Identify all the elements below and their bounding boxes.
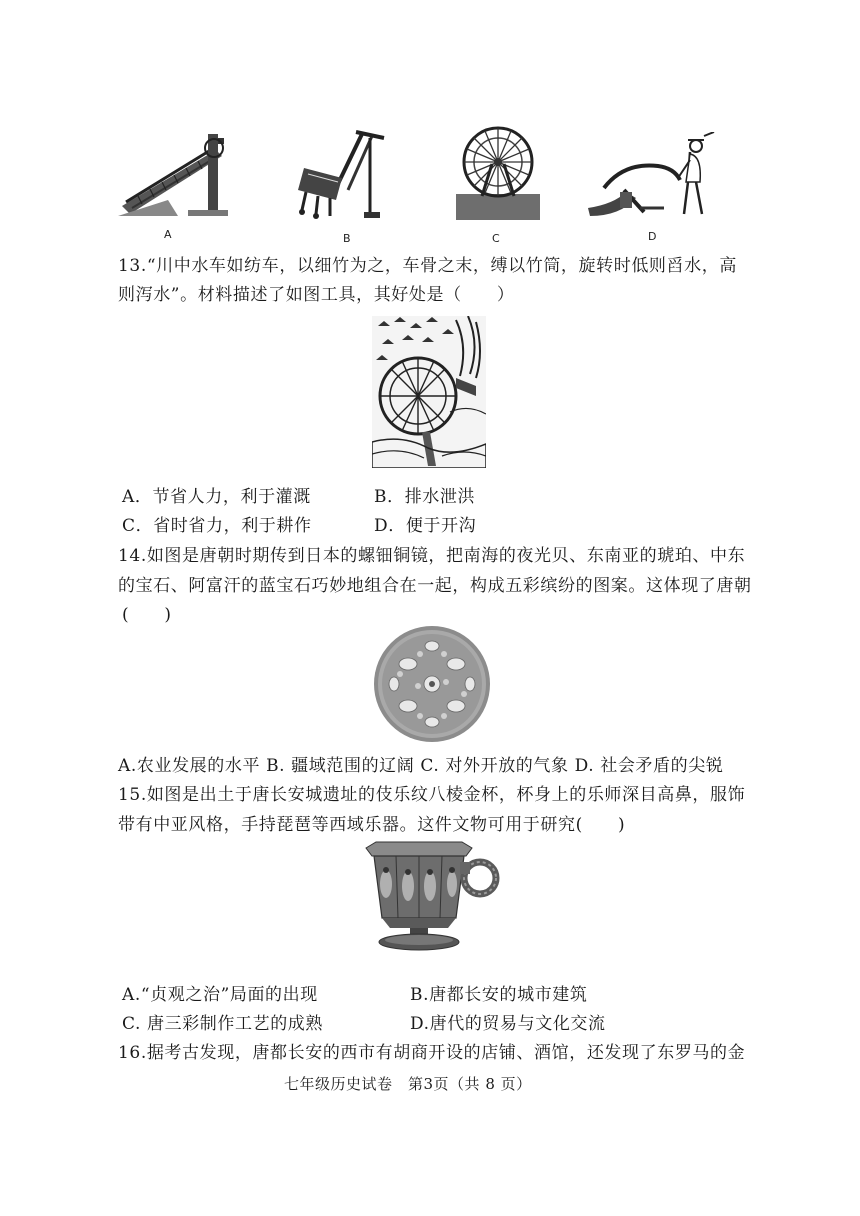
q13-option-b: B．排水泄洪	[374, 487, 476, 507]
q15-option-c: C. 唐三彩制作工艺的成熟	[122, 1014, 324, 1034]
image-d-caption: D	[648, 230, 657, 243]
image-c-caption: C	[492, 232, 500, 245]
q14-stem-line2: 的宝石、阿富汗的蓝宝石巧妙地组合在一起，构成五彩缤纷的图案。这体现了唐朝	[118, 576, 752, 596]
image-b-caption: B	[343, 232, 351, 245]
q14-options: A.农业发展的水平 B. 疆域范围的辽阔 C. 对外开放的气象 D. 社会矛盾的尖锐	[118, 756, 724, 776]
q13-option-c: C．省时省力，利于耕作	[122, 516, 312, 536]
q13-option-d: D．便于开沟	[374, 516, 477, 536]
image-a-caption: A	[164, 228, 172, 241]
page-footer: 七年级历史试卷 第3页（共 8 页）	[284, 1075, 532, 1093]
q13-option-a: A．节省人力，利于灌溉	[122, 487, 311, 507]
image-b-water-lift	[292, 128, 392, 220]
image-d-curved-plough	[584, 132, 722, 218]
q14-stem-line3: ( )	[122, 605, 172, 625]
q15-option-a: A.“贞观之治”局面的出现	[122, 985, 318, 1005]
q13-water-wheel-woodcut	[372, 316, 486, 468]
q14-stem-line1: 14.如图是唐朝时期传到日本的螺钿铜镜，把南海的夜光贝、东南亚的琥珀、中东	[118, 546, 746, 566]
q13-stem-line2: 则泻水”。材料描述了如图工具，其好处是（ ）	[118, 285, 515, 305]
image-c-water-wheel	[452, 122, 544, 220]
q15-octagonal-gold-cup	[362, 840, 504, 954]
q15-option-b: B.唐都长安的城市建筑	[410, 985, 588, 1005]
q15-stem-line1: 15.如图是出土于唐长安城遗址的伎乐纹八棱金杯，杯身上的乐师深目高鼻，服饰	[118, 785, 746, 805]
q14-mother-of-pearl-bronze-mirror	[372, 624, 492, 744]
q15-stem-line2: 带有中亚风格，手持琵琶等西域乐器。这件文物可用于研究( )	[118, 815, 626, 835]
image-a-dragon-water-lift	[118, 120, 238, 220]
q13-stem-line1: 13.“川中水车如纺车，以细竹为之，车骨之末，缚以竹筒，旋转时低则舀水，高	[118, 256, 737, 276]
q16-stem-line1: 16.据考古发现，唐都长安的西市有胡商开设的店铺、酒馆，还发现了东罗马的金	[118, 1043, 746, 1063]
q15-option-d: D.唐代的贸易与文化交流	[410, 1014, 606, 1034]
